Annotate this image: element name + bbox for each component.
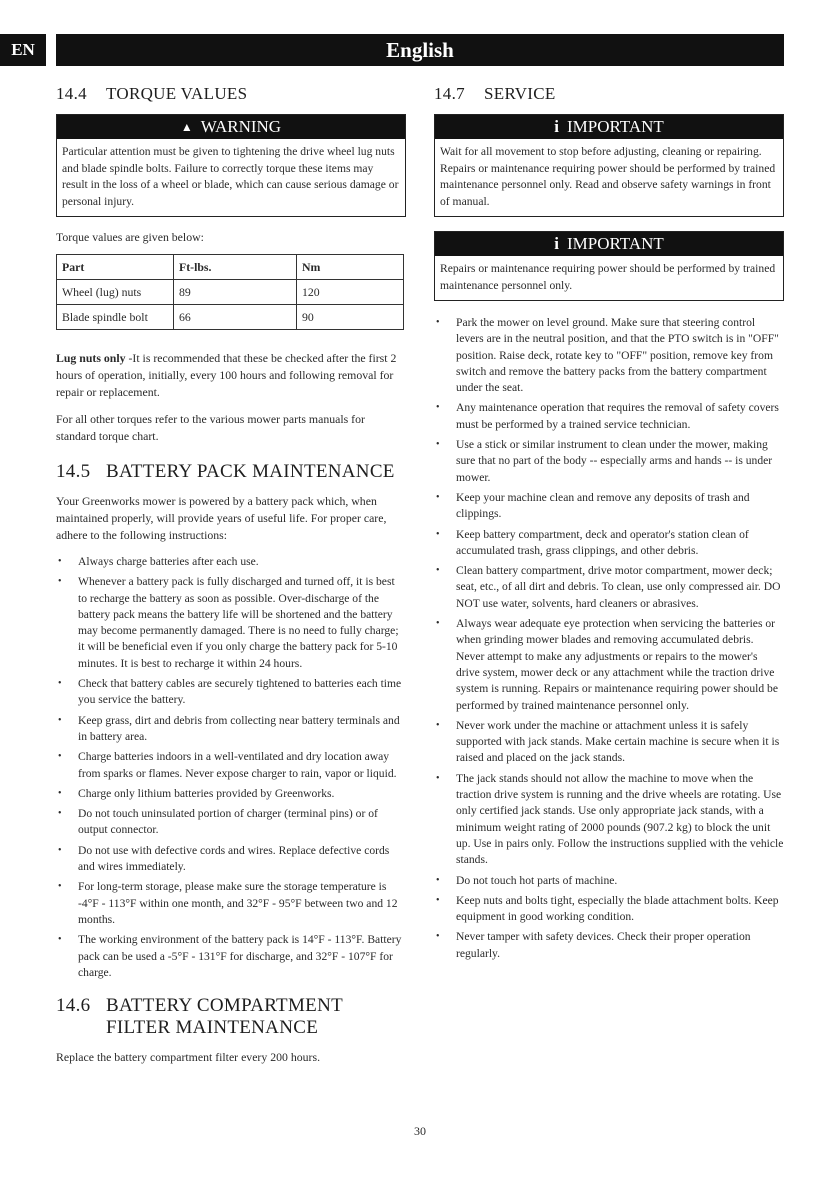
section-title-line: BATTERY COMPARTMENT <box>106 995 343 1017</box>
section-heading-battery-pack <box>56 461 406 483</box>
list-item: • Use a stick or similar instrument to clean under the mower, making sure that no part of the body -- especially arms and hands -- is under mower. <box>434 437 784 486</box>
important-title: IMPORTANT <box>566 234 664 253</box>
section-number: 14.5 <box>56 461 91 482</box>
important-text: Repairs or maintenance requiring power should be performed by trained maintenance personnel only. <box>440 262 776 292</box>
language-tag: EN <box>0 34 46 66</box>
table-row <box>57 280 404 305</box>
important-box <box>434 114 784 217</box>
table-header: Ft-lbs. <box>174 255 297 280</box>
important-header <box>435 115 783 139</box>
list-item: • Always wear adequate eye protection when servicing the batteries or when grinding mower blades and removing accumulated debris. Never attempt to make any adjustments or repairs to the mower's drive system, mower deck or any attachment while the traction drive system is running. Repairs or maintenance requiring power should be performed by trained maintenance personnel only. <box>434 616 784 714</box>
list-item: • Do not touch uninsulated portion of charger (terminal pins) or of output connector. <box>56 806 406 839</box>
list-item: • Keep nuts and bolts tight, especially the blade attachment bolts. Keep equipment in good working condition. <box>434 893 784 926</box>
list-item: • Do not touch hot parts of machine. <box>434 873 784 889</box>
table-cell: 90 <box>297 305 404 330</box>
important-header <box>435 232 783 256</box>
section-title: BATTERY PACK MAINTENANCE <box>106 461 395 482</box>
list-item: • Any maintenance operation that requires the removal of safety covers must be performed by a trained service technician. <box>434 400 784 433</box>
warning-box <box>56 114 406 217</box>
section-heading-service <box>434 84 784 104</box>
list-item: • Never tamper with safety devices. Check their proper operation regularly. <box>434 929 784 962</box>
other-torques-paragraph: For all other torques refer to the various mower parts manuals for standard torque chart. <box>56 412 365 443</box>
info-icon: i <box>554 117 559 136</box>
torque-intro: Torque values are given below: <box>56 230 204 244</box>
list-item: • Charge batteries indoors in a well-ventilated and dry location away from sparks or flames. Never expose charger to rain, vapor or liquid. <box>56 749 406 782</box>
table-cell: 66 <box>174 305 297 330</box>
section-heading-torque-values <box>56 84 406 104</box>
battery-bullet-list <box>56 554 406 981</box>
important-box <box>434 231 784 301</box>
list-item: • Clean battery compartment, drive motor compartment, mower deck; seat, etc., of all dirt and debris. To clean, use only compressed air. DO NOT use water, solvents, hard cleaners or abrasives. <box>434 563 784 612</box>
left-column <box>56 84 406 1076</box>
torque-table <box>56 254 404 330</box>
warning-triangle-icon: ▲ <box>180 119 193 134</box>
table-row <box>57 305 404 330</box>
list-item: • The working environment of the battery pack is 14°F - 113°F. Battery pack can be used a -5°F - 131°F for discharge, and 32°F - 107°F for charge. <box>56 932 406 981</box>
lug-nuts-label: Lug nuts only <box>56 351 126 365</box>
warning-title: WARNING <box>200 117 282 136</box>
section-number: 14.4 <box>56 84 87 103</box>
list-item: • Keep your machine clean and remove any deposits of trash and clippings. <box>434 490 784 523</box>
list-item: • Keep battery compartment, deck and operator's station clean of accumulated trash, grass clippings, and other debris. <box>434 527 784 560</box>
lug-nuts-text: -It is recommended that these be checked after the first 2 hours of operation, initially, every 100 hours and following removal for repair or replacement. <box>56 351 397 399</box>
table-cell: 120 <box>297 280 404 305</box>
list-item: • For long-term storage, please make sure the storage temperature is -4°F - 113°F within one month, and 32°F - 95°F between two and 12 months. <box>56 879 406 928</box>
right-column <box>434 84 784 970</box>
table-header-row <box>57 255 404 280</box>
section-number: 14.7 <box>434 84 465 103</box>
warning-text: Particular attention must be given to tightening the drive wheel lug nuts and blade spindle bolts. Failure to correctly torque these items may result in the loss of a wheel or blade, which can cause serious damage or personal injury. <box>62 145 399 208</box>
battery-intro: Your Greenworks mower is powered by a battery pack which, when maintained properly, will provide years of useful life. For proper care, adhere to the following instructions: <box>56 494 387 542</box>
filter-text: Replace the battery compartment filter every 200 hours. <box>56 1050 321 1065</box>
list-item: • Park the mower on level ground. Make sure that steering control levers are in the neutral position, and that the PTO switch is in "OFF" position. Raise deck, rotate key to "OFF" position, remove key from switch and remove the battery packs from the battery compartment under the seat. <box>434 315 784 396</box>
section-title: TORQUE VALUES <box>106 84 248 103</box>
table-cell: Wheel (lug) nuts <box>57 280 174 305</box>
list-item: • Never work under the machine or attachment unless it is safely supported with jack stands. Make certain machine is secure when it is raised and placed on the jack stands. <box>434 718 784 767</box>
list-item: • The jack stands should not allow the machine to move when the traction drive system is running and the drive wheels are rotating. Use only certified jack stands. Use only appropriate jack stands, with a minimum weight rating of 2000 pounds (907.2 kg) to block the unit up. Use in pairs only. Follow the instructions supplied with the vehicle stands. <box>434 771 784 869</box>
list-item: • Whenever a battery pack is fully discharged and turned off, it is best to recharge the battery as soon as possible. Over-discharge of the battery pack means the battery life will be shortened and the battery may become permanently damaged. There is no need to fully charge; it will be beneficial even if you only charge the battery pack for 5-10 minutes. It is best to recharge it within 24 hours. <box>56 574 406 672</box>
info-icon: i <box>554 234 559 253</box>
list-item: • Always charge batteries after each use. <box>56 554 406 570</box>
list-item: • Charge only lithium batteries provided by Greenworks. <box>56 786 406 802</box>
section-title <box>106 995 343 1039</box>
table-header: Part <box>57 255 174 280</box>
section-title: SERVICE <box>484 84 556 103</box>
important-title: IMPORTANT <box>566 117 664 136</box>
table-cell: Blade spindle bolt <box>57 305 174 330</box>
service-bullet-list <box>434 315 784 962</box>
list-item: • Keep grass, dirt and debris from collecting near battery terminals and in battery area. <box>56 713 406 746</box>
language-header: English <box>56 34 784 66</box>
list-item: • Do not use with defective cords and wires. Replace defective cords and wires immediately. <box>56 843 406 876</box>
page-number: 30 <box>414 1124 426 1138</box>
section-heading-filter-maintenance <box>56 995 406 1039</box>
table-header: Nm <box>297 255 404 280</box>
important-text: Wait for all movement to stop before adjusting, cleaning or repairing. Repairs or maintenance requiring power should be performed by trained maintenance personnel only. Read and observe safety warnings in front of manual. <box>440 145 776 208</box>
section-title-line: FILTER MAINTENANCE <box>106 1017 319 1039</box>
table-cell: 89 <box>174 280 297 305</box>
warning-header <box>57 115 405 139</box>
lug-nuts-paragraph <box>56 350 406 401</box>
section-number: 14.6 <box>56 995 91 1017</box>
list-item: • Check that battery cables are securely tightened to batteries each time you service the battery. <box>56 676 406 709</box>
